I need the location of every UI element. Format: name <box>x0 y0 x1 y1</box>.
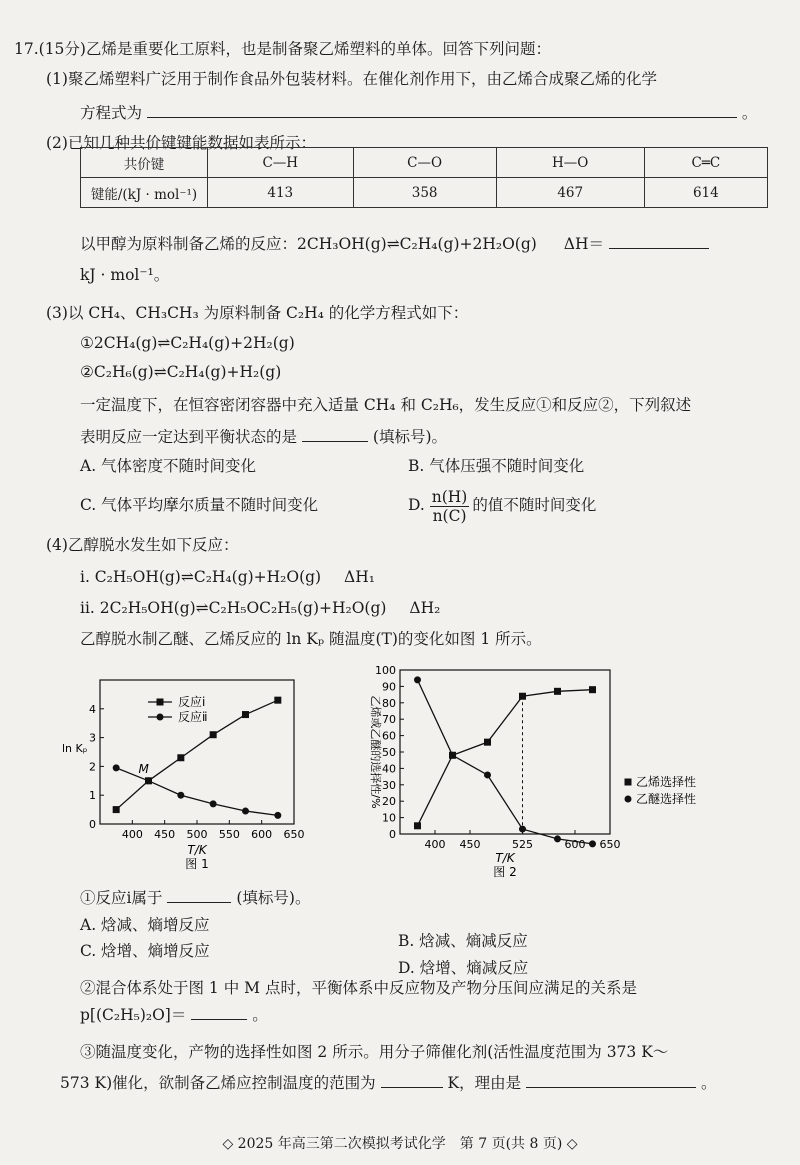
square-marker <box>519 693 526 700</box>
methanol-reaction: 以甲醇为原料制备乙烯的反应：2CH₃OH(g)⇌C₂H₄(g)+2H₂O(g) <box>80 235 537 253</box>
y-axis-label: 乙烯或乙醚的选择性/% <box>369 695 382 809</box>
bond-energy-table <box>80 147 768 208</box>
y-tick-label: 40 <box>382 762 396 776</box>
x-tick-label: 500 <box>186 828 208 841</box>
plot-frame <box>400 670 610 834</box>
square-marker <box>625 779 632 786</box>
part2-reaction <box>80 232 709 255</box>
ethanol-reaction-2: ⅱ. 2C₂H₅OH(g)⇌C₂H₅OC₂H₅(g)+H₂O(g) <box>80 599 387 617</box>
part4-line4: 乙醇脱水制乙醚、乙烯反应的 ln Kₚ 随温度(T)的变化如图 1 所示。 <box>80 630 542 648</box>
table-cell: H—O <box>496 148 644 178</box>
part3-option-d <box>408 484 596 526</box>
fraction-numerator: n(H) <box>431 487 468 506</box>
table-row <box>81 178 768 208</box>
circle-marker <box>449 752 456 759</box>
square-marker <box>414 822 421 829</box>
part1-line1: (1)聚乙烯塑料广泛用于制作食品外包装材料。在催化剂作用下，由乙烯合成聚乙烯的化学 <box>46 70 657 88</box>
figure-2-chart <box>360 658 760 890</box>
figure-1-chart <box>60 664 320 880</box>
x-tick-label: 650 <box>599 838 621 851</box>
square-marker <box>484 739 491 746</box>
y-tick-label: 10 <box>382 811 396 825</box>
part2-line1: (2)已知几种共价键键能数据如表所示： <box>46 134 316 152</box>
question-intro: 17.(15分)乙烯是重要化工原料，也是制备聚乙烯塑料的单体。回答下列问题： <box>14 40 551 58</box>
x-axis-label: T/K <box>187 843 207 857</box>
part3-reaction1: ①2CH₄(g)⇌C₂H₄(g)+2H₂(g) <box>80 334 295 352</box>
q4-sub3-line2 <box>60 1071 717 1094</box>
delta-h1: ΔH₁ <box>344 568 375 586</box>
y-tick-label: 3 <box>89 731 96 745</box>
part1-prompt: 方程式为 <box>80 104 143 122</box>
q4-option-a: A. 焓减、熵增反应 <box>80 916 210 934</box>
sub2-end: 。 <box>252 1006 268 1024</box>
answer-blank-3[interactable] <box>302 425 368 442</box>
x-tick-label: 450 <box>459 838 481 851</box>
delta-h-label: ΔH＝ <box>563 235 604 253</box>
series-line <box>418 680 593 844</box>
y-tick-label: 4 <box>89 702 96 716</box>
part4-line1: (4)乙醇脱水发生如下反应： <box>46 536 239 554</box>
delta-h2: ΔH₂ <box>409 599 441 617</box>
sub3-prompt: 573 K)催化，欲制备乙烯应控制温度的范围为 <box>60 1074 376 1092</box>
square-marker <box>242 711 249 718</box>
legend-label: 反应ⅰ <box>178 695 206 709</box>
part3-line5 <box>80 425 447 448</box>
y-tick-label: 2 <box>89 760 96 774</box>
sub3-mid: K，理由是 <box>447 1074 522 1092</box>
figure-caption: 图 1 <box>185 857 209 871</box>
x-axis-label: T/K <box>495 851 515 865</box>
x-tick-label: 600 <box>564 838 586 851</box>
circle-marker <box>210 800 217 807</box>
x-tick-label: 400 <box>121 828 143 841</box>
y-axis-label: ln Kₚ <box>62 742 88 755</box>
y-tick-label: 80 <box>382 696 396 710</box>
ether-pressure: p[(C₂H₅)₂O]＝ <box>80 1006 187 1024</box>
table-cell: 键能/(kJ · mol⁻¹) <box>81 178 208 208</box>
table-cell: 467 <box>496 178 644 208</box>
x-tick-label: 650 <box>283 828 305 841</box>
y-tick-label: 50 <box>382 746 396 759</box>
part3-line1: (3)以 CH₄、CH₃CH₃ 为原料制备 C₂H₄ 的化学方程式如下： <box>46 304 469 322</box>
part2-unit: kJ · mol⁻¹。 <box>80 266 170 284</box>
square-marker <box>177 754 184 761</box>
option-d-label: D. <box>408 496 425 514</box>
figure-caption: 图 2 <box>493 865 517 879</box>
y-tick-label: 0 <box>89 818 96 831</box>
answer-blank-2[interactable] <box>609 232 709 249</box>
y-tick-label: 60 <box>382 729 396 743</box>
table-cell: C—O <box>353 148 496 178</box>
sub1-prompt: ①反应ⅰ属于 <box>80 889 163 907</box>
point-m-label: M <box>138 761 149 776</box>
legend-label: 乙醚选择性 <box>636 792 697 806</box>
answer-blank-6[interactable] <box>381 1071 443 1088</box>
x-tick-label: 450 <box>154 828 176 841</box>
q4-option-b: B. 焓减、熵减反应 <box>398 932 528 950</box>
part3-line4: 一定温度下，在恒容密闭容器中充入适量 CH₄ 和 C₂H₆，发生反应①和反应②，下列叙述 <box>80 396 692 414</box>
square-marker <box>157 699 164 706</box>
table-cell: 358 <box>353 178 496 208</box>
table-cell: 413 <box>208 178 354 208</box>
x-tick-label: 600 <box>251 828 273 841</box>
q4-sub3-line1: ③随温度变化，产物的选择性如图 2 所示。用分子筛催化剂(活性温度范围为 373 K～ <box>80 1043 669 1061</box>
y-tick-label: 30 <box>382 778 396 792</box>
q4-option-c: C. 焓增、熵增反应 <box>80 942 210 960</box>
circle-marker <box>519 826 526 833</box>
fraction-denominator: n(C) <box>432 506 467 525</box>
square-marker <box>554 688 561 695</box>
circle-marker <box>113 764 120 771</box>
answer-blank-7[interactable] <box>526 1071 696 1088</box>
part1-end: 。 <box>741 104 758 122</box>
part3-suffix: (填标号)。 <box>372 428 447 446</box>
part1-line2 <box>80 101 757 124</box>
part4-reaction2 <box>80 597 440 619</box>
part3-option-b: B. 气体压强不随时间变化 <box>408 457 585 475</box>
circle-marker <box>589 840 596 847</box>
option-d-text: 的值不随时间变化 <box>472 496 597 514</box>
x-tick-label: 400 <box>424 838 446 851</box>
sub3-end: 。 <box>700 1074 717 1092</box>
part3-reaction2: ②C₂H₆(g)⇌C₂H₄(g)+H₂(g) <box>80 363 282 381</box>
x-tick-label: 550 <box>218 828 240 841</box>
y-tick-label: 70 <box>382 713 396 727</box>
series-line <box>418 690 593 826</box>
legend-label: 乙烯选择性 <box>636 775 697 789</box>
y-tick-label: 90 <box>382 680 396 694</box>
answer-blank-5[interactable] <box>191 1003 247 1020</box>
y-tick-label: 0 <box>389 828 396 841</box>
table-header-row <box>81 148 768 178</box>
h-c-fraction <box>430 488 470 525</box>
circle-marker <box>414 676 421 683</box>
y-tick-label: 1 <box>89 789 96 803</box>
square-marker <box>589 686 596 693</box>
y-tick-label: 100 <box>375 664 396 677</box>
table-cell: 614 <box>644 178 767 208</box>
ethanol-reaction-1: ⅰ. C₂H₅OH(g)⇌C₂H₄(g)+H₂O(g) <box>80 568 322 586</box>
circle-marker <box>484 771 491 778</box>
answer-blank-4[interactable] <box>167 886 231 903</box>
page-footer: ◇ 2025 年高三第二次模拟考试化学 第 7 页(共 8 页) ◇ <box>222 1136 578 1152</box>
legend-label: 反应ⅱ <box>178 710 208 724</box>
q4-option-d: D. 焓增、熵减反应 <box>398 959 529 977</box>
circle-marker <box>274 812 281 819</box>
circle-marker <box>177 792 184 799</box>
part3-prompt: 表明反应一定达到平衡状态的是 <box>80 428 298 446</box>
circle-marker <box>554 835 561 842</box>
x-tick-label: 525 <box>512 838 533 851</box>
table-cell: C—H <box>208 148 354 178</box>
circle-marker <box>157 714 164 721</box>
part3-option-a: A. 气体密度不随时间变化 <box>80 457 257 475</box>
y-tick-label: 20 <box>382 795 396 809</box>
q4-sub2-line1: ②混合体系处于图 1 中 M 点时，平衡体系中反应物及产物分压间应满足的关系是 <box>80 979 637 997</box>
square-marker <box>274 697 281 704</box>
circle-marker <box>625 796 632 803</box>
table-cell: 共价键 <box>81 148 208 178</box>
square-marker <box>113 806 120 813</box>
q4-sub2-line2 <box>80 1003 268 1026</box>
answer-blank-1[interactable] <box>147 101 737 118</box>
square-marker <box>210 731 217 738</box>
circle-marker <box>242 808 249 815</box>
part4-reaction1 <box>80 566 375 588</box>
circle-marker <box>145 777 152 784</box>
table-cell: C═C <box>644 148 767 178</box>
sub1-suffix: (填标号)。 <box>236 889 311 907</box>
part3-option-c: C. 气体平均摩尔质量不随时间变化 <box>80 496 319 514</box>
q4-sub1 <box>80 886 310 909</box>
